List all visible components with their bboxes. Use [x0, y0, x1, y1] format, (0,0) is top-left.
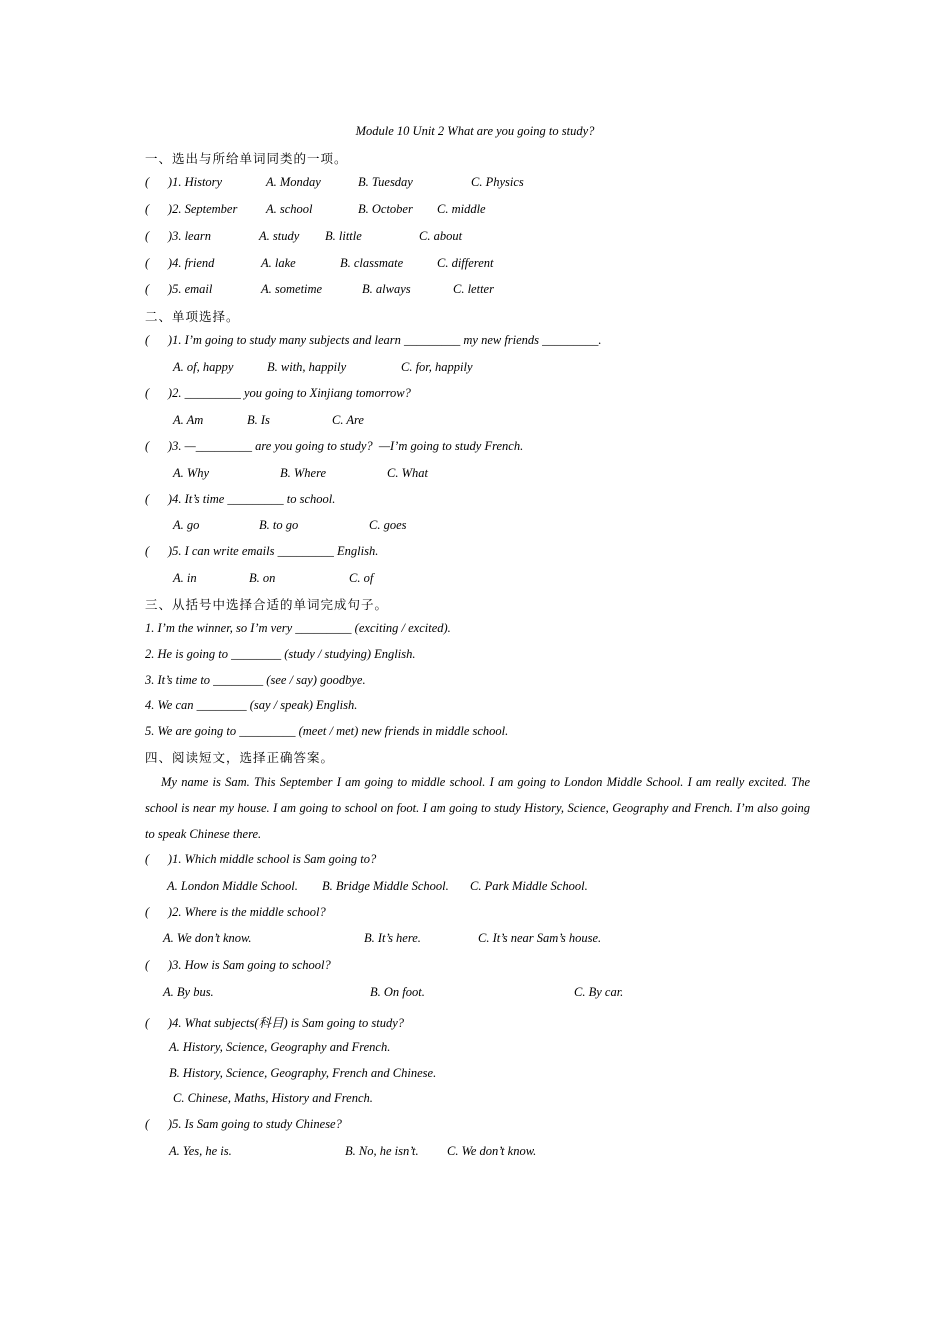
- s2-q4-option-c: C. goes: [369, 518, 407, 532]
- s4-q3-option-a: A. By bus.: [163, 985, 214, 999]
- s2-q1-option-b: B. with, happily: [267, 360, 347, 374]
- s2-q4-option-b: B. to go: [259, 518, 299, 532]
- s4-q5-option-a: A. Yes, he is.: [169, 1144, 232, 1158]
- s3-item-3: 3. It’s time to ________ (see / say) goodbye.: [145, 673, 366, 687]
- s4-q5-option-c: C. We don’t know.: [447, 1144, 537, 1158]
- section-4-heading: 四、阅读短文，选择正确答案。: [145, 750, 335, 765]
- s1-q5-option-c: C. letter: [453, 282, 494, 296]
- s1-q1-option-a: A. Monday: [266, 175, 321, 189]
- s1-q2-option-a: A. school: [266, 202, 313, 216]
- reading-passage: My name is Sam. This September I am going to middle school. I am going to London Middle School. I am really excited. The school is near my house. I am going to school on foot. I am going to study History, Science, Geography and French. I’m also going to speak Chinese there.: [145, 775, 810, 841]
- section-1-heading: 一、选出与所给单词同类的一项。: [145, 151, 348, 166]
- s2-q2-option-c: C. Are: [332, 413, 364, 427]
- s3-item-1: 1. I’m the winner, so I’m very _________ (exciting / excited).: [145, 621, 451, 635]
- s1-q4-option-a: A. lake: [261, 256, 296, 270]
- s4-q1-stem: ( )1. Which middle school is Sam going to?: [145, 852, 377, 866]
- s1-q4-option-c: C. different: [437, 256, 494, 270]
- s1-q5-stem: ( )5. email: [145, 282, 213, 296]
- s4-q1-option-a: A. London Middle School.: [167, 879, 298, 893]
- s4-q5-stem: ( )5. Is Sam going to study Chinese?: [145, 1117, 342, 1131]
- s4-q1-option-c: C. Park Middle School.: [470, 879, 588, 893]
- s2-q2-stem: ( )2. _________ you going to Xinjiang tomorrow?: [145, 386, 411, 400]
- s1-q2-option-c: C. middle: [437, 202, 486, 216]
- s4-q4-option-b: B. History, Science, Geography, French and Chinese.: [169, 1066, 437, 1080]
- s4-q3-option-b: B. On foot.: [370, 985, 425, 999]
- s1-q4-option-b: B. classmate: [340, 256, 404, 270]
- s4-q4-option-a: A. History, Science, Geography and French.: [169, 1040, 391, 1054]
- s2-q1-option-c: C. for, happily: [401, 360, 473, 374]
- s2-q5-stem: ( )5. I can write emails _________ English.: [145, 544, 379, 558]
- s2-q4-option-a: A. go: [173, 518, 200, 532]
- s1-q1-option-b: B. Tuesday: [358, 175, 413, 189]
- s4-q2-stem: ( )2. Where is the middle school?: [145, 905, 326, 919]
- s1-q2-option-b: B. October: [358, 202, 413, 216]
- s2-q3-stem: ( )3. —_________ are you going to study? —I’m going to study French.: [145, 439, 524, 453]
- s2-q2-option-a: A. Am: [173, 413, 204, 427]
- s3-item-5: 5. We are going to _________ (meet / met) new friends in middle school.: [145, 724, 509, 738]
- s1-q1-option-c: C. Physics: [471, 175, 524, 189]
- section-3-heading: 三、从括号中选择合适的单词完成句子。: [145, 597, 389, 612]
- s2-q5-option-b: B. on: [249, 571, 276, 585]
- s2-q2-option-b: B. Is: [247, 413, 270, 427]
- s1-q5-option-a: A. sometime: [261, 282, 323, 296]
- s1-q5-option-b: B. always: [362, 282, 411, 296]
- s1-q2-stem: ( )2. September: [145, 202, 238, 216]
- s3-item-4: 4. We can ________ (say / speak) English.: [145, 698, 358, 712]
- s4-q4-stem: ( )4. What subjects(科目) is Sam going to study?: [145, 1016, 405, 1030]
- s1-q3-option-b: B. little: [325, 229, 362, 243]
- s2-q3-option-b: B. Where: [280, 466, 327, 480]
- s2-q3-option-c: C. What: [387, 466, 428, 480]
- s4-q2-option-c: C. It’s near Sam’s house.: [478, 931, 602, 945]
- s2-q1-option-a: A. of, happy: [173, 360, 234, 374]
- s4-q1-option-b: B. Bridge Middle School.: [322, 879, 449, 893]
- s4-q3-stem: ( )3. How is Sam going to school?: [145, 958, 331, 972]
- s2-q1-stem: ( )1. I’m going to study many subjects and learn _________ my new friends _________.: [145, 333, 602, 347]
- s3-item-2: 2. He is going to ________ (study / studying) English.: [145, 647, 416, 661]
- s4-q2-option-b: B. It’s here.: [364, 931, 421, 945]
- s1-q3-stem: ( )3. learn: [145, 229, 211, 243]
- s4-q3-option-c: C. By car.: [574, 985, 624, 999]
- s1-q3-option-a: A. study: [259, 229, 300, 243]
- s1-q1-stem: ( )1. History: [145, 175, 223, 189]
- s2-q3-option-a: A. Why: [173, 466, 210, 480]
- section-2-heading: 二、单项选择。: [145, 309, 240, 324]
- page-title: Module 10 Unit 2 What are you going to study?: [355, 124, 595, 138]
- s4-q2-option-a: A. We don’t know.: [163, 931, 252, 945]
- s4-q5-option-b: B. No, he isn’t.: [345, 1144, 419, 1158]
- s2-q4-stem: ( )4. It’s time _________ to school.: [145, 492, 336, 506]
- s4-q4-option-c: C. Chinese, Maths, History and French.: [173, 1091, 373, 1105]
- s2-q5-option-a: A. in: [173, 571, 197, 585]
- s2-q5-option-c: C. of: [349, 571, 374, 585]
- s1-q3-option-c: C. about: [419, 229, 463, 243]
- s1-q4-stem: ( )4. friend: [145, 256, 215, 270]
